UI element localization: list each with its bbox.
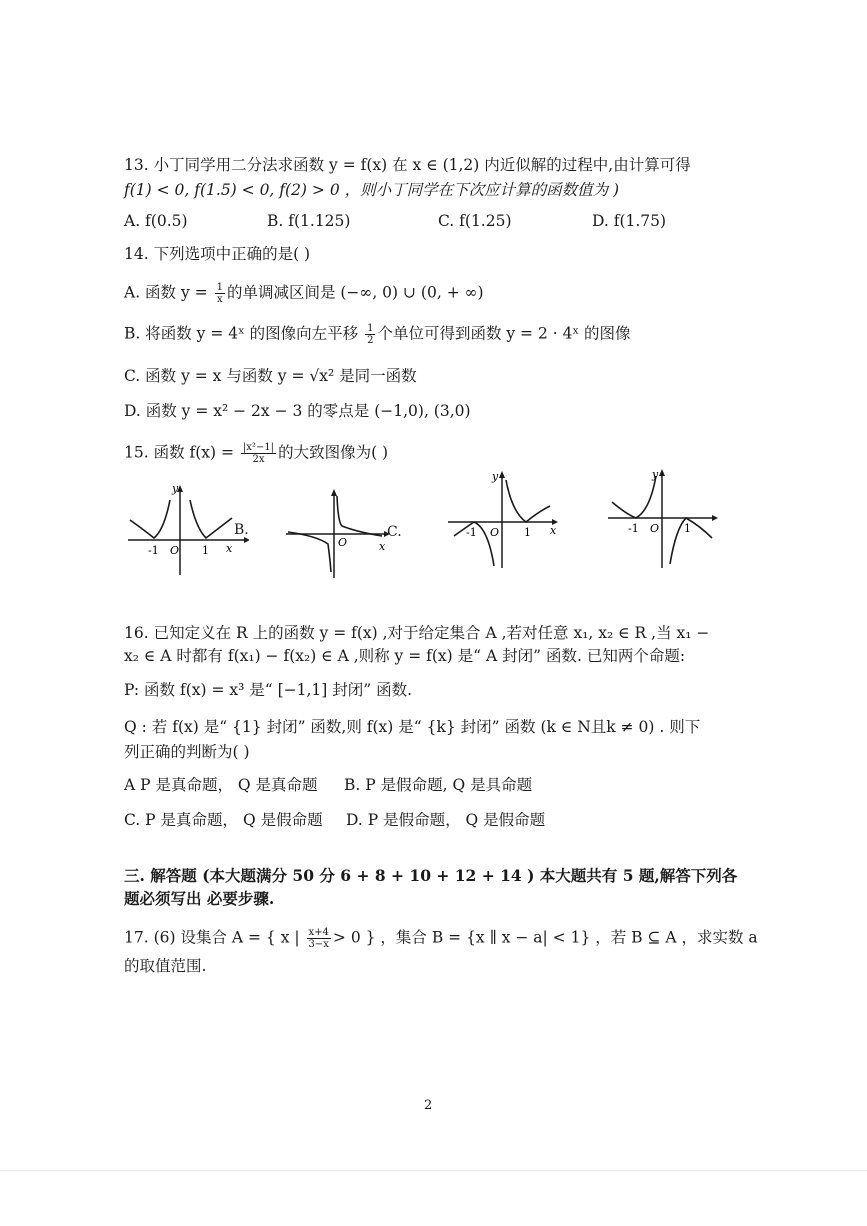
q17-pre: 17. (6) 设集合 A = { x | xyxy=(124,928,305,947)
q16-proposition-q-line2: 列正确的判断为( ) xyxy=(124,743,250,761)
q15-pre: 15. 函数 f(x) = xyxy=(124,443,239,462)
q14-a-den: x xyxy=(216,294,223,305)
graph-d-right-curve xyxy=(670,518,712,564)
graph-c-tick-1: 1 xyxy=(524,526,531,539)
q16-proposition-q-line1: Q : 若 f(x) 是“ {1} 封闭” 函数,则 f(x) 是“ {k} 封闭” 函数 (k ∈ N且k ≠ 0) . 则下 xyxy=(124,718,701,736)
q14-option-c: C. 函数 y = x 与函数 y = √x² 是同一函数 xyxy=(124,367,417,385)
q14-b-num: 1 xyxy=(367,323,374,334)
q13-option-c: C. f(1.25) xyxy=(438,212,512,230)
footer-divider xyxy=(0,1170,867,1171)
q14-b-den: 2 xyxy=(367,335,374,346)
q14-stem: 14. 下列选项中正确的是( ) xyxy=(124,245,311,263)
page-number: 2 xyxy=(424,1098,433,1113)
q13-option-a: A. f(0.5) xyxy=(124,212,188,230)
section3-heading-line1: 三. 解答题 (本大题满分 50 分 6 + 8 + 10 + 12 + 14 ) 本大题共有 5 题,解答下列各 xyxy=(124,866,738,885)
graph-d-y-arrow xyxy=(659,469,665,476)
q17-num: x+4 xyxy=(308,927,329,938)
graph-b xyxy=(282,484,394,584)
graph-c-svg xyxy=(444,466,564,572)
q13-line1: 13. 小丁同学用二分法求函数 y = f(x) 在 x ∈ (1,2) 内近似解的过程中,由计算可得 xyxy=(124,156,691,174)
graph-c-tick-neg1: -1 xyxy=(466,526,477,539)
q16-option-a: A P 是真命题， Q 是真命题 xyxy=(124,776,318,794)
q14-a-num: 1 xyxy=(216,282,223,293)
graph-c-right-curve xyxy=(506,480,550,522)
graph-a-tick-neg1: -1 xyxy=(148,544,159,557)
q15-post: 的大致图像为( ) xyxy=(278,443,389,462)
q16-option-c: C. P 是真命题， Q 是假命题 xyxy=(124,811,323,829)
graph-a-right-curve xyxy=(190,500,232,538)
q16-proposition-p: P: 函数 f(x) = x³ 是“ [−1,1] 封闭” 函数. xyxy=(124,681,413,699)
graph-a-svg xyxy=(124,480,249,580)
graph-b-y-arrow xyxy=(331,489,337,496)
q16-option-b: B. P 是假命题, Q 是具命题 xyxy=(344,776,533,794)
q14-option-d: D. 函数 y = x² − 2x − 3 的零点是 (−1,0), (3,0) xyxy=(124,402,471,420)
q15-fraction xyxy=(241,442,276,465)
q14-option-b xyxy=(124,323,744,346)
graph-c-y-arrow xyxy=(499,471,505,478)
graph-d-svg xyxy=(604,464,724,574)
q14-a-post: 的单调减区间是 (−∞, 0) ∪ (0, + ∞) xyxy=(226,283,484,302)
q13-line2: f(1) < 0, f(1.5) < 0, f(2) > 0 ，则小丁同学在下次应计算的函数值为 ) xyxy=(124,181,620,199)
q16-line1: 16. 已知定义在 R 上的函数 y = f(x) ,对于给定集合 A ,若对任意 x₁, x₂ ∈ R ,当 x₁ − xyxy=(124,624,710,642)
graph-d-x-arrow xyxy=(712,515,718,521)
q17-den: 3−x xyxy=(308,939,329,950)
q15-den: 2x xyxy=(252,454,265,465)
q15-num: |x²−1| xyxy=(242,442,275,453)
q14-b-fraction xyxy=(365,323,375,346)
graph-c-y-label: y xyxy=(492,470,499,483)
graph-b-x-label: x xyxy=(379,540,386,553)
q13-option-b: B. f(1.125) xyxy=(267,212,351,230)
graph-c-origin: O xyxy=(490,526,500,539)
section3-heading-line2: 题必须写出 必要步骤. xyxy=(124,889,275,908)
q17-line1 xyxy=(124,927,758,950)
graph-a-y-label: y xyxy=(172,482,179,495)
graph-b-label: B. xyxy=(234,522,249,538)
q17-fraction xyxy=(307,927,331,950)
graph-b-svg xyxy=(282,484,394,584)
graph-d-left-curve xyxy=(612,476,656,518)
graph-d-origin: O xyxy=(650,522,660,535)
graph-d-tick-neg1: -1 xyxy=(628,522,639,535)
graph-b-right-curve xyxy=(337,496,382,536)
graph-d-y-label: y xyxy=(652,468,659,481)
graph-d-tick-1: 1 xyxy=(684,522,691,535)
q15-stem xyxy=(124,442,744,465)
graph-c-label: C. xyxy=(387,524,402,540)
graph-b-origin: O xyxy=(338,536,348,549)
graph-c xyxy=(444,466,564,572)
q17-line2: 的取值范围. xyxy=(124,957,207,975)
graph-d xyxy=(604,464,724,574)
q16-option-d: D. P 是假命题， Q 是假命题 xyxy=(346,811,546,829)
q13-option-d: D. f(1.75) xyxy=(592,212,667,230)
graph-c-x-label: x xyxy=(550,524,557,537)
q16-line2: x₂ ∈ A 时都有 f(x₁) − f(x₂) ∈ A ,则称 y = f(x) 是“ A 封闭” 函数. 已知两个命题: xyxy=(124,647,686,665)
graph-a xyxy=(124,480,249,580)
q14-a-pre: A. 函数 y = xyxy=(124,283,213,302)
graph-a-origin: O xyxy=(170,544,180,557)
q14-option-a xyxy=(124,282,744,305)
graph-b-left-curve xyxy=(288,532,331,572)
graph-a-x-label: x xyxy=(226,542,233,555)
q14-b-pre: B. 将函数 y = 4ˣ 的图像向左平移 xyxy=(124,324,364,343)
graph-a-left-curve xyxy=(130,500,170,538)
q17-post: > 0 } ，集合 B = {x ∥ x − a| < 1} ，若 B ⊆ A ，求实数 a xyxy=(332,928,758,947)
q14-a-fraction xyxy=(215,282,225,305)
q14-b-post: 个单位可得到函数 y = 2 · 4ˣ 的图像 xyxy=(377,324,631,343)
graph-a-tick-1: 1 xyxy=(202,544,209,557)
